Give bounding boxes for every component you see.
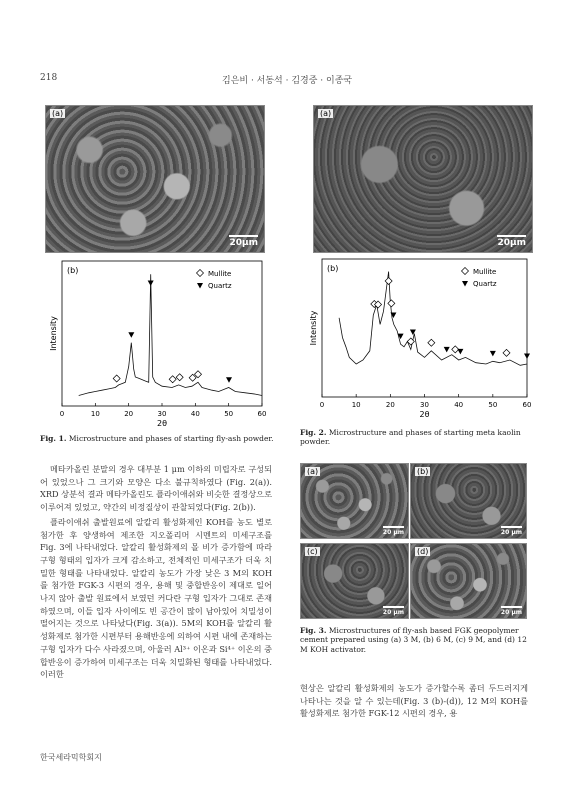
fig2-scale-bar <box>497 235 526 248</box>
fig2-quartz-marker-6 <box>524 353 530 359</box>
fig1-caption-text: Microstructure and phases of starting fly-ash powder. <box>68 434 274 443</box>
fig1-xtick-label-4: 40 <box>190 410 200 418</box>
fig2-ylabel: Intensity <box>309 310 318 346</box>
fig3b-scale-text: 20 μm <box>500 529 522 536</box>
fig1-xtick-label-6: 60 <box>257 410 267 418</box>
fig2-xtick-label-3: 30 <box>420 401 429 409</box>
fig1-xtick-label-5: 50 <box>224 410 234 418</box>
fig1-xlabel: 2θ <box>157 419 167 428</box>
fig1-caption-label: Fig. 1. <box>40 434 67 443</box>
fig2-quartz-marker-3 <box>444 347 450 353</box>
fig2-legend-mullite-symbol <box>462 268 469 275</box>
body-left-column <box>40 463 272 681</box>
fig1-scale-bar <box>229 235 258 248</box>
fig1-mullite-marker-1 <box>169 376 176 383</box>
body-paragraph-1: 메타카올린 분말의 경우 대부분 1 μm 이하의 미립자로 구성되어 있었으나 그 크기와 모양은 다소 불규칙하였다 (Fig. 2(a)). XRD 상분석 결과 메타카올린도 플라이애쉬와 비슷한 결정상으로 이루어져 있었고, 약간의 비정질상이 관찰되었다(Fig. 2(b)). <box>40 464 272 513</box>
fig2-mullite-marker-7 <box>503 349 510 356</box>
fig3a-scale-text: 20 μm <box>382 529 404 536</box>
fig1-series-line <box>79 274 262 395</box>
journal-footer: 한국세라믹학회지 <box>40 753 102 762</box>
fig1-quartz-marker-2 <box>226 377 232 383</box>
fig1-legend-quartz-label: Quartz <box>208 282 232 290</box>
fig2-quartz-marker-5 <box>490 351 496 357</box>
fig3c-scale-bar <box>383 606 404 616</box>
fig1-panel-label: (b) <box>67 266 79 275</box>
fig1-mullite-marker-2 <box>176 374 183 381</box>
fig1-plot-frame <box>62 261 262 406</box>
fig1a-label: (a) <box>52 109 64 118</box>
fig3a-micrograph <box>300 463 409 539</box>
body-right-column: 현상은 알칼리 활성화제의 농도가 증가할수록 좀더 두드러지게 나타나는 것을 알 수 있는데(Fig. 3 (b)-(d)), 12 M의 KOH를 활성화제로 첨가한 FGK-12 시편의 경우, 용 <box>300 683 528 719</box>
fig2-caption-label: Fig. 2. <box>300 428 327 437</box>
fig1-legend-mullite-symbol <box>197 270 204 277</box>
fig1-xtick-label-1: 10 <box>90 410 100 418</box>
fig2-scale-text: 20μm <box>497 238 526 248</box>
fig3-caption-text: Microstructures of fly-ash based FGK geopolymer cement prepared using (a) 3 M, (b) 6 M, (c) 9 M, and (d) 12 M KOH activator. <box>300 626 527 654</box>
fig3a-scale-bar <box>383 526 404 536</box>
fig1-quartz-marker-0 <box>128 332 134 338</box>
fig2-mullite-marker-3 <box>388 300 395 307</box>
fig2-panel-label: (b) <box>327 264 339 273</box>
fig2-xtick-label-0: 0 <box>319 401 325 409</box>
fig3a-label: (a) <box>307 467 319 476</box>
fig2-xrd-chart <box>300 255 535 425</box>
fig3d-scale-text: 20 μm <box>500 609 522 616</box>
fig2-xtick-label-2: 20 <box>385 401 395 409</box>
fig2-xtick-label-1: 10 <box>351 401 361 409</box>
fig2-xtick-label-6: 60 <box>522 401 532 409</box>
fig3d-label: (d) <box>417 547 429 556</box>
fig3c-label: (c) <box>307 547 318 556</box>
fig2-micrograph <box>313 105 533 253</box>
fig1-mullite-marker-0 <box>113 375 120 382</box>
fig3d-micrograph <box>410 543 527 619</box>
fig1-xtick-label-0: 0 <box>59 410 65 418</box>
body-paragraph-2: 플라이애쉬 출발원료에 알칼리 활성화제인 KOH를 농도 별로 첨가한 후 양생하여 제조한 지오폴리머 시멘트의 미세구조를 Fig. 3에 나타내었다. 알칼리 활성화제의 몰 비가 증가함에 따라 구형 형태의 입자가 크게 감소하고, 전체적인 미세구조가 더욱 치밀한 형태를 나타내었다. 알칼리 농도가 가장 낮은 3 M의 KOH를 첨가한 FGK-3 시편의 경우, 용해 및 중합반응이 제대로 일어나지 않아 출발 원료에서 보였던 커다란 구형 입자가 그대로 존재하였으며, 이들 입자 사이에도 빈 공간이 많이 남아있어 치밀성이 떨어지는 것으로 나타났다(Fig. 3(a)). 5M의 KOH를 알칼리 활성화제로 첨가한 시편부터 용해반응에 의하여 시편 내에 존재하는 구형 입자가 다수 사라졌으며, 아울러 Al³⁺ 이온과 Si⁴⁺ 이온의 중합반응이 증가하여 미세구조는 더욱 치밀화된 형태를 나타내었다. 이러한 <box>40 516 272 680</box>
fig2-caption <box>300 428 530 447</box>
fig3d-scale-bar <box>501 606 522 616</box>
fig3b-label: (b) <box>417 467 429 476</box>
fig3b-micrograph <box>410 463 527 539</box>
fig3b-scale-bar <box>501 526 522 536</box>
fig2-quartz-marker-0 <box>390 313 396 319</box>
fig1-xtick-label-2: 20 <box>124 410 134 418</box>
fig1-legend-mullite-label: Mullite <box>208 270 232 278</box>
fig3-caption-label: Fig. 3. <box>300 626 327 635</box>
fig2-xlabel: 2θ <box>419 410 430 419</box>
fig2-legend-quartz-symbol <box>462 281 468 287</box>
fig3c-scale-text: 20 μm <box>382 609 404 616</box>
fig3c-micrograph <box>300 543 409 619</box>
fig2-caption-text: Microstructure and phases of starting meta kaolin powder. <box>300 428 521 447</box>
fig2-series-line <box>339 272 527 366</box>
fig1-scale-text: 20μm <box>229 238 258 248</box>
fig2-mullite-marker-5 <box>428 339 435 346</box>
running-header-authors: 김은비 · 서동석 · 김경중 · 이종국 <box>222 76 353 86</box>
fig2-quartz-marker-4 <box>457 349 463 355</box>
page-number: 218 <box>40 73 58 83</box>
fig2-mullite-marker-2 <box>385 278 392 285</box>
fig3-caption <box>300 626 528 654</box>
fig1-caption <box>40 434 280 443</box>
fig1-xrd-chart <box>40 255 270 435</box>
fig1-xtick-label-3: 30 <box>157 410 167 418</box>
fig2a-label: (a) <box>320 109 332 118</box>
fig2-legend-mullite-label: Mullite <box>473 268 497 276</box>
fig1-ylabel: Intensity <box>49 316 58 351</box>
fig2-xtick-label-4: 40 <box>454 401 464 409</box>
fig2-quartz-marker-2 <box>410 329 416 335</box>
fig1-legend-quartz-symbol <box>197 283 203 289</box>
fig2-xtick-label-5: 50 <box>488 401 498 409</box>
fig1-quartz-marker-1 <box>148 281 154 287</box>
fig1-micrograph <box>45 105 265 253</box>
fig2-legend-quartz-label: Quartz <box>473 280 497 288</box>
